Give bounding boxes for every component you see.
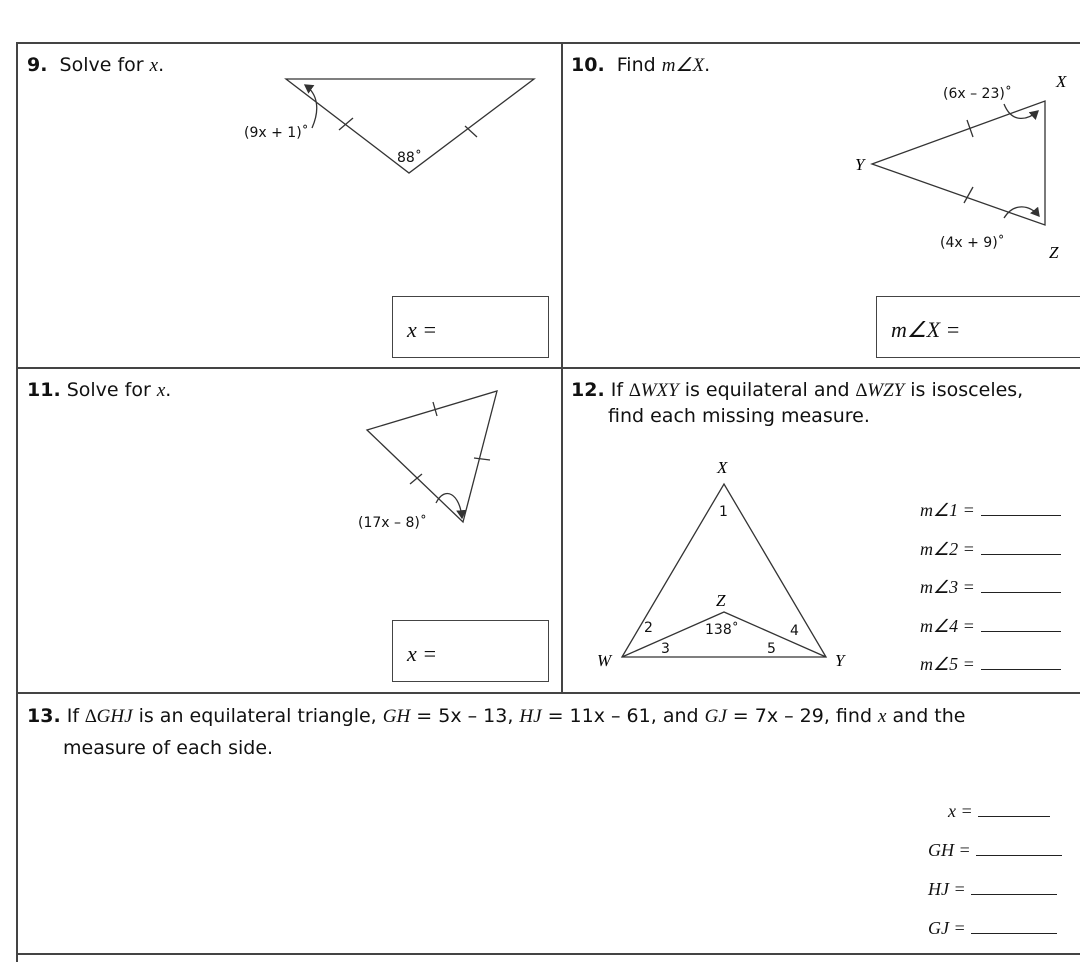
- p10-vertex-x: X: [1056, 72, 1067, 91]
- p12-vertex-w: W: [597, 651, 612, 670]
- p10-label-top: (6x – 23)˚: [943, 86, 1012, 102]
- p12-answer-3-label: m∠3 =: [920, 577, 975, 597]
- p12-num-5: 5: [767, 641, 776, 657]
- p12-num-1: 1: [719, 504, 728, 520]
- p10-arrow-top: [1004, 104, 1038, 118]
- p12-answer-5-label: m∠5 =: [920, 654, 975, 674]
- p11-tick-left: [410, 474, 422, 484]
- p12-vertex-x: X: [717, 458, 728, 477]
- problem-11-answer-label: x =: [407, 641, 438, 666]
- problem-11-number: 11.: [27, 379, 61, 401]
- problem-11-diagram: [367, 391, 497, 522]
- p12-num-2: 2: [644, 620, 653, 636]
- p11-label: (17x – 8)˚: [358, 515, 427, 531]
- problem-13-number: 13.: [27, 705, 61, 727]
- p13-gh: GH: [382, 706, 411, 727]
- problem-10-diagram: [872, 101, 1045, 225]
- p12-t1: If: [604, 379, 630, 401]
- problem-11-end: .: [165, 379, 172, 401]
- p13-hj: HJ: [519, 706, 542, 727]
- p13-answer-gh-label: GH =: [928, 840, 971, 860]
- problem-10-end: .: [704, 54, 711, 76]
- p13-end: and the: [886, 705, 966, 727]
- p12-answer-4-label: m∠4 =: [920, 616, 975, 636]
- p13-gj-expr: = 7x – 29, find: [726, 705, 879, 727]
- problem-11-text: Solve for: [66, 379, 157, 401]
- p13-t1: If: [60, 705, 86, 727]
- p12-line2: find each missing measure.: [608, 405, 870, 427]
- p12-vertex-z: Z: [716, 591, 726, 610]
- p12-answer-1-label: m∠1 =: [920, 500, 975, 520]
- p11-triangle: [367, 391, 497, 522]
- p12-num-4: 4: [790, 623, 799, 639]
- problem-10-angle: m∠X: [661, 55, 705, 76]
- p13-var: x: [878, 706, 887, 727]
- p9-angle-arrow: [305, 85, 317, 128]
- p13-answer-x-label: x =: [948, 801, 973, 821]
- p13-t2: is an equilateral triangle,: [132, 705, 383, 727]
- p13-line2: measure of each side.: [63, 737, 274, 759]
- p10-tick-bottom: [964, 187, 973, 203]
- p10-vertex-z: Z: [1049, 243, 1059, 262]
- p9-tick-right: [465, 126, 477, 137]
- p12-t3: is isosceles,: [904, 379, 1024, 401]
- p11-angle-arrow: [436, 493, 462, 518]
- p10-label-bottom: (4x + 9)˚: [940, 235, 1005, 251]
- problem-10-number: 10.: [571, 54, 605, 76]
- problem-9-text: Solve for: [59, 54, 150, 76]
- p12-tri2: ∆WZY: [855, 380, 905, 401]
- p12-vertex-y: Y: [835, 651, 845, 670]
- p10-vertex-y: Y: [855, 155, 865, 174]
- p12-angle-138: 138˚: [705, 622, 739, 638]
- problem-12-number: 12.: [571, 379, 605, 401]
- p11-tick-right: [474, 458, 490, 460]
- problem-9-answer-label: x =: [407, 317, 438, 342]
- p12-t2: is equilateral and: [678, 379, 856, 401]
- p12-tri1: ∆WXY: [629, 380, 679, 401]
- p13-tri: ∆GHJ: [85, 706, 133, 727]
- problem-9-var: x: [149, 55, 159, 76]
- problem-10-answer-label: m∠X =: [891, 317, 961, 342]
- p12-num-3: 3: [661, 641, 670, 657]
- p13-gj: GJ: [704, 706, 727, 727]
- p12-answer-2-label: m∠2 =: [920, 539, 975, 559]
- problem-9-number: 9.: [27, 54, 48, 76]
- problem-11-var: x: [156, 380, 166, 401]
- p13-answer-gj-label: GJ =: [928, 918, 966, 938]
- p9-label-vertex: 88˚: [397, 150, 422, 166]
- problem-10-text: Find: [616, 54, 662, 76]
- p13-gh-expr: = 5x – 13,: [410, 705, 520, 727]
- problem-9-end: .: [158, 54, 165, 76]
- p9-label-top: (9x + 1)˚: [244, 125, 309, 141]
- p13-answer-hj-label: HJ =: [928, 879, 966, 899]
- p13-hj-expr: = 11x – 61, and: [541, 705, 705, 727]
